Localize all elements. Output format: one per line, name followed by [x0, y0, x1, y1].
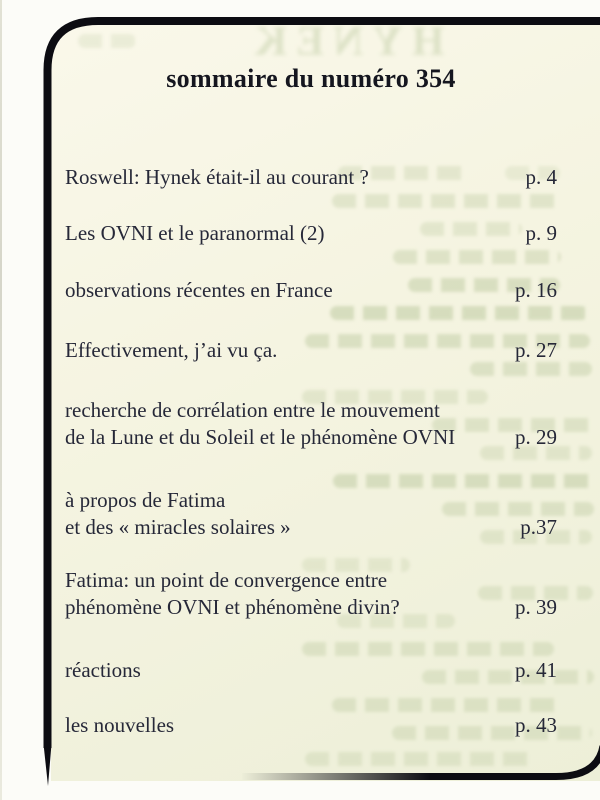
toc-entry-line: Fatima: un point de convergence entre	[65, 568, 388, 592]
toc-entry	[65, 277, 557, 304]
toc-entry-line: Effectivement, j’ai vu ça.	[65, 338, 278, 362]
toc-entry	[65, 337, 557, 364]
toc-entry	[65, 657, 557, 684]
toc-entry-title	[65, 567, 400, 620]
toc-entry-title	[65, 337, 277, 364]
toc-entry-page: p. 43	[515, 713, 557, 737]
toc-entry-page: p. 9	[525, 221, 557, 245]
toc-entry-title	[65, 397, 455, 450]
toc-entry-line: recherche de corrélation entre le mouvement	[65, 398, 440, 422]
toc-entry-line: à propos de Fatima	[65, 488, 226, 512]
toc-entry-page: p. 41	[515, 658, 557, 682]
toc-entry	[65, 397, 557, 450]
toc-entry-title	[65, 712, 174, 739]
toc-entry-page: p. 4	[525, 165, 557, 189]
toc-entry-line: et des « miracles solaires »	[65, 514, 291, 539]
toc-entry-title	[65, 164, 369, 191]
toc-entry-line: Roswell: Hynek était-il au courant ?	[65, 165, 369, 189]
toc-entry-page: p.37	[520, 514, 557, 539]
toc-entry-page: p. 29	[515, 424, 557, 449]
toc-entry-page: p. 39	[515, 594, 557, 619]
toc-title: sommaire du numéro 354	[166, 64, 456, 93]
toc-entry-line: observations récentes en France	[65, 278, 333, 302]
toc-entry-line: phénomène OVNI et phénomène divin?	[65, 594, 400, 619]
toc-entry-title	[65, 220, 324, 247]
toc-entry	[65, 220, 557, 247]
toc-entry-title	[65, 657, 141, 684]
toc-entry-page: p. 27	[515, 338, 557, 362]
toc-entry	[65, 567, 557, 620]
toc-entry-line: de la Lune et du Soleil et le phénomène OVNI	[65, 424, 456, 449]
toc-entry-title	[65, 277, 333, 304]
toc-entry-page: p. 16	[515, 278, 557, 302]
bleed-through-masthead: HYNEK	[245, 19, 445, 65]
toc-entry	[65, 487, 557, 540]
toc-entry-line: les nouvelles	[65, 713, 175, 737]
toc-entry	[65, 712, 557, 739]
toc-entry-title	[65, 487, 291, 540]
toc-entry-line: réactions	[65, 658, 141, 682]
toc-entry-line: Les OVNI et le paranormal (2)	[65, 221, 325, 245]
toc-entry	[65, 164, 557, 191]
